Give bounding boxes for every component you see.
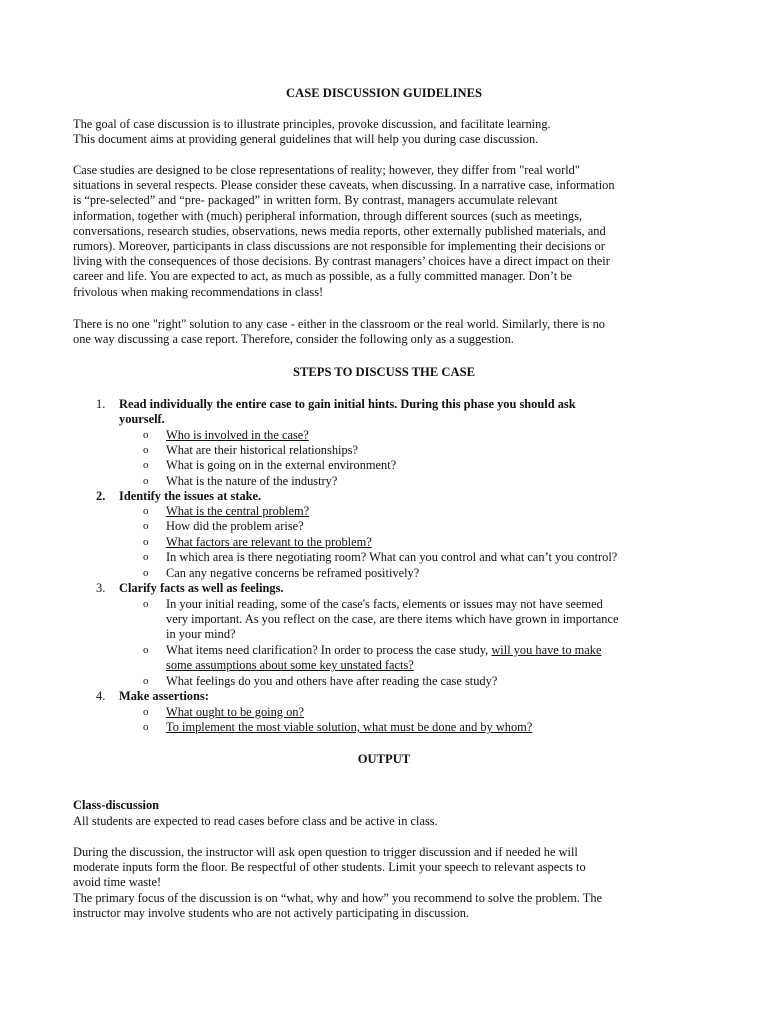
bullet-icon: o xyxy=(143,459,149,471)
no-right-line: There is no one "right" solution to any case - either in the classroom or the real world. Similarly, there is no xyxy=(73,317,605,331)
caveats-line: is “pre-selected” and “pre- packaged” in written form. By contrast, managers accumulate relevant xyxy=(73,193,558,208)
bullet-icon: o xyxy=(143,706,149,718)
class-body-paragraph xyxy=(73,845,695,921)
step-heading: Make assertions: xyxy=(119,689,209,703)
caveats-line: situations in several respects. Please consider these caveats, when discussing. In a narrative case, information xyxy=(73,178,615,193)
step-question: To implement the most viable solution, what must be done and by whom? xyxy=(166,720,533,734)
class-intro: All students are expected to read cases before class and be active in class. xyxy=(73,814,438,828)
bullet-icon: o xyxy=(143,551,149,563)
bullet-icon: o xyxy=(143,505,149,517)
no-right-solution-paragraph xyxy=(73,317,695,347)
step-question: In which area is there negotiating room? What can you control and what can’t you control? xyxy=(166,550,618,564)
no-right-line: one way discussing a case report. Therefore, consider the following only as a suggestion. xyxy=(73,332,514,347)
caveats-line: information, together with (much) peripheral information, through different sources (such as meetings, xyxy=(73,208,583,223)
intro-line: The goal of case discussion is to illustrate principles, provoke discussion, and facilitate learning. xyxy=(73,117,551,131)
step-number: 1. xyxy=(96,397,106,411)
step-number: 4. xyxy=(96,689,106,703)
class-body-line: avoid time waste! xyxy=(73,875,162,890)
intro-paragraph xyxy=(73,117,695,147)
caveats-paragraph xyxy=(73,163,695,300)
step-question: What is the nature of the industry? xyxy=(166,474,338,488)
bullet-icon: o xyxy=(143,520,149,532)
class-body-line: During the discussion, the instructor will ask open question to trigger discussion and if needed he will xyxy=(73,845,578,859)
caveats-line: career and life. You are expected to act, as much as possible, as a fully committed manager. Don’t be xyxy=(73,269,573,284)
bullet-icon: o xyxy=(143,444,149,456)
bullet-icon: o xyxy=(143,536,149,548)
step-question: Who is involved in the case? xyxy=(166,428,309,442)
document-title: CASE DISCUSSION GUIDELINES xyxy=(286,86,482,100)
step-number: 3. xyxy=(96,581,106,595)
step-question: What ought to be going on? xyxy=(166,705,304,719)
bullet-icon: o xyxy=(143,675,149,687)
step-question: What is the central problem? xyxy=(166,504,310,518)
caveats-line: Case studies are designed to be close representations of reality; however, they differ from "real world" xyxy=(73,163,580,177)
step-question: What items need clarification? In order to process the case study, will you have to make some assumptions about some key unstated facts? xyxy=(166,643,602,673)
bullet-icon: o xyxy=(143,721,149,733)
caveats-line: rumors). Moreover, participants in class discussions are not responsible for implementing their decisions or xyxy=(73,239,605,254)
output-heading: OUTPUT xyxy=(357,752,411,766)
caveats-line: conversations, research studies, observations, news media reports, other externally published materials, and xyxy=(73,223,606,238)
step-question: How did the problem arise? xyxy=(166,519,304,533)
caveats-line: frivolous when making recommendations in class! xyxy=(73,284,324,299)
step-question: What is going on in the external environment? xyxy=(166,458,397,472)
bullet-icon: o xyxy=(143,644,149,656)
step-question: Can any negative concerns be reframed positively? xyxy=(166,566,420,580)
bullet-icon: o xyxy=(143,598,149,610)
step-number: 2. xyxy=(96,489,106,503)
step-question: In your initial reading, some of the case's facts, elements or issues may not have seemed very important. As you reflect on the case, are there items which have grown in importance in your mind? xyxy=(166,597,619,642)
caveats-line: living with the consequences of those decisions. By contrast managers’ choices have a direct impact on their xyxy=(73,254,610,269)
step-question: What factors are relevant to the problem? xyxy=(166,535,372,549)
step-question: What feelings do you and others have after reading the case study? xyxy=(166,674,498,688)
class-discussion-heading: Class-discussion xyxy=(73,798,160,812)
steps-heading: STEPS TO DISCUSS THE CASE xyxy=(293,365,475,379)
step-heading: Clarify facts as well as feelings. xyxy=(119,581,284,595)
step-heading: Read individually the entire case to gain initial hints. During this phase you should ask yourself. xyxy=(119,397,576,427)
class-body-line: The primary focus of the discussion is on “what, why and how” you recommend to solve the problem. The xyxy=(73,890,603,905)
class-body-line: instructor may involve students who are not actively participating in discussion. xyxy=(73,905,470,920)
bullet-icon: o xyxy=(143,567,149,579)
bullet-icon: o xyxy=(143,429,149,441)
step-heading: Identify the issues at stake. xyxy=(119,489,262,503)
step-question: What are their historical relationships? xyxy=(166,443,358,457)
bullet-icon: o xyxy=(143,475,149,487)
intro-line: This document aims at providing general guidelines that will help you during case discussion. xyxy=(73,132,539,147)
class-body-line: moderate inputs form the floor. Be respectful of other students. Limit your speech to relevant aspects to xyxy=(73,860,586,875)
